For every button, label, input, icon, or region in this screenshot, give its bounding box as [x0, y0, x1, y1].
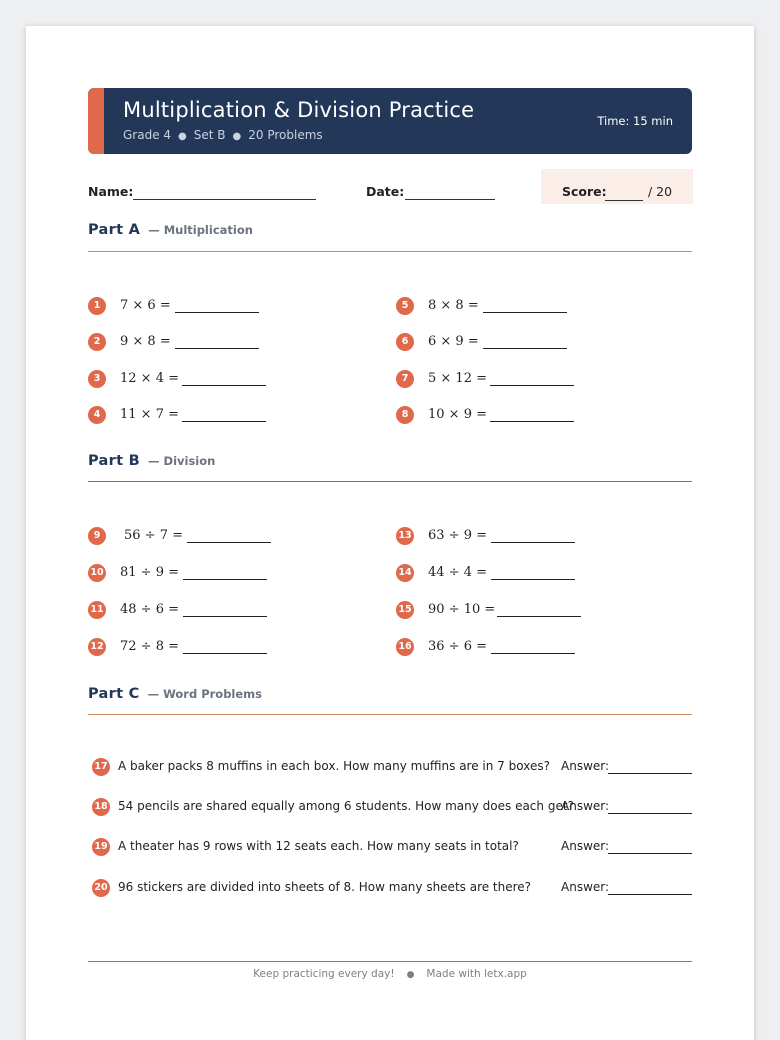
problem-number-badge: 1 — [88, 297, 106, 315]
problem-expression: 48 ÷ 6 = — [120, 602, 179, 617]
part-a-divider — [88, 251, 692, 252]
time-limit: Time: 15 min — [597, 114, 673, 128]
answer-blank[interactable] — [608, 853, 692, 854]
worksheet-subtitle — [123, 128, 323, 142]
footer — [88, 968, 692, 980]
problem-expression: 56 ÷ 7 = — [124, 528, 183, 543]
problem-expression: 36 ÷ 6 = — [428, 639, 487, 654]
problem-expression: 63 ÷ 9 = — [428, 528, 487, 543]
word-problem-text: A baker packs 8 muffins in each box. How many muffins are in 7 boxes? — [118, 759, 550, 773]
part-b-label: Part B — [88, 453, 141, 469]
problem-expression: 81 ÷ 9 = — [120, 565, 179, 580]
problem-expression: 9 × 8 = — [120, 334, 171, 349]
worksheet-title: Multiplication & Division Practice — [123, 98, 475, 122]
answer-blank[interactable] — [608, 773, 692, 774]
answer-blank[interactable] — [182, 385, 266, 386]
answer-blank[interactable] — [490, 385, 574, 386]
word-problem-text: 54 pencils are shared equally among 6 students. How many does each get? — [118, 799, 574, 813]
score-total: / 20 — [648, 184, 673, 199]
answer-blank[interactable] — [490, 421, 574, 422]
part-c-heading — [88, 683, 262, 702]
answer-blank[interactable] — [491, 653, 575, 654]
word-problem-text: 96 stickers are divided into sheets of 8. How many sheets are there? — [118, 880, 532, 894]
problem-number-badge: 9 — [88, 527, 106, 545]
part-c-subtitle: — Word Problems — [147, 687, 262, 701]
problem-number-badge: 8 — [396, 406, 414, 424]
word-problem-text: A theater has 9 rows with 12 seats each. How many seats in total? — [118, 839, 519, 853]
problem-expression: 12 × 4 = — [120, 371, 179, 386]
footer-credit: Made with letx.app — [426, 968, 527, 980]
problem-expression: 6 × 9 = — [428, 334, 479, 349]
answer-blank[interactable] — [175, 348, 259, 349]
problem-expression: 10 × 9 = — [428, 407, 487, 422]
problem-number-badge: 6 — [396, 333, 414, 351]
name-label: Name: — [88, 184, 134, 199]
answer-blank[interactable] — [183, 616, 267, 617]
problem-number-badge: 20 — [92, 879, 110, 897]
answer-blank[interactable] — [175, 312, 259, 313]
grade-label: Grade 4 — [123, 128, 172, 142]
problem-number-badge: 14 — [396, 564, 414, 582]
part-c-divider — [88, 714, 692, 715]
problem-number-badge: 15 — [396, 601, 414, 619]
answer-blank[interactable] — [183, 653, 267, 654]
problem-number-badge: 17 — [92, 758, 110, 776]
bullet-icon: ● — [178, 131, 187, 142]
part-b-subtitle: — Division — [148, 454, 216, 468]
answer-blank[interactable] — [497, 616, 581, 617]
problem-count-label: 20 Problems — [248, 128, 323, 142]
word-problem-item — [92, 797, 692, 819]
part-c-label: Part C — [88, 686, 140, 702]
answer-label: Answer: — [561, 799, 610, 813]
answer-blank[interactable] — [187, 542, 271, 543]
answer-blank[interactable] — [182, 421, 266, 422]
footer-divider — [88, 961, 692, 962]
bullet-icon: ● — [406, 970, 415, 980]
answer-blank[interactable] — [483, 312, 567, 313]
problem-number-badge: 19 — [92, 838, 110, 856]
word-problem-item — [92, 878, 692, 900]
bullet-icon: ● — [232, 131, 242, 142]
part-a-label: Part A — [88, 222, 141, 238]
answer-blank[interactable] — [608, 813, 692, 814]
problem-number-badge: 11 — [88, 601, 106, 619]
part-a-heading — [88, 219, 253, 238]
answer-label: Answer: — [561, 839, 610, 853]
problem-expression: 7 × 6 = — [120, 298, 171, 313]
problem-expression: 5 × 12 = — [428, 371, 487, 386]
problem-expression: 11 × 7 = — [120, 407, 179, 422]
answer-blank[interactable] — [483, 348, 567, 349]
part-a-subtitle: — Multiplication — [148, 223, 253, 237]
problem-number-badge: 3 — [88, 370, 106, 388]
part-b-divider — [88, 481, 692, 482]
problem-number-badge: 4 — [88, 406, 106, 424]
answer-blank[interactable] — [608, 894, 692, 895]
answer-blank[interactable] — [183, 579, 267, 580]
set-label: Set B — [193, 128, 226, 142]
answer-blank[interactable] — [491, 542, 575, 543]
problem-number-badge: 10 — [88, 564, 106, 582]
score-label: Score: — [562, 184, 607, 199]
problem-number-badge: 13 — [396, 527, 414, 545]
problem-expression: 90 ÷ 10 = — [428, 602, 496, 617]
problem-expression: 72 ÷ 8 = — [120, 639, 179, 654]
problem-number-badge: 18 — [92, 798, 110, 816]
footer-motto: Keep practicing every day! — [253, 968, 395, 980]
problem-number-badge: 2 — [88, 333, 106, 351]
word-problem-item — [92, 837, 692, 859]
problem-number-badge: 7 — [396, 370, 414, 388]
word-problem-item — [92, 757, 692, 779]
date-field[interactable] — [405, 199, 495, 200]
problem-expression: 8 × 8 = — [428, 298, 479, 313]
banner-accent-bar — [88, 88, 104, 154]
title-banner — [88, 88, 692, 154]
score-field[interactable] — [605, 200, 643, 201]
part-b-heading — [88, 450, 215, 469]
problem-expression: 44 ÷ 4 = — [428, 565, 487, 580]
problem-number-badge: 16 — [396, 638, 414, 656]
date-label: Date: — [366, 184, 405, 199]
answer-label: Answer: — [561, 759, 610, 773]
answer-blank[interactable] — [491, 579, 575, 580]
name-field[interactable] — [133, 199, 316, 200]
answer-label: Answer: — [561, 880, 610, 894]
problem-number-badge: 12 — [88, 638, 106, 656]
problem-number-badge: 5 — [396, 297, 414, 315]
